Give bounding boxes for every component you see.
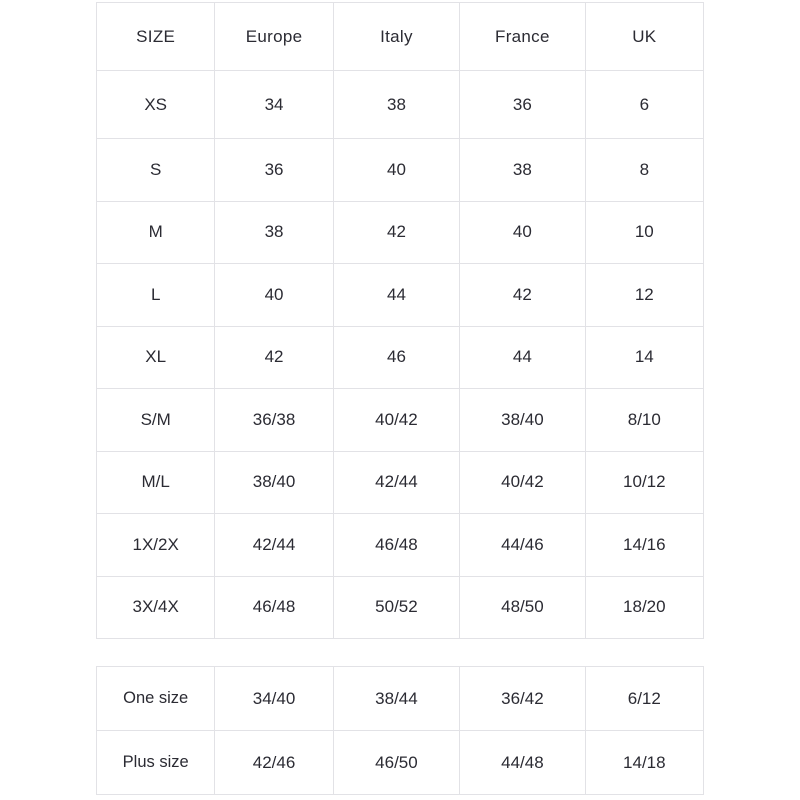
general-size-table-container <box>96 666 704 795</box>
row-label: XS <box>97 71 215 139</box>
row-label: M/L <box>97 451 215 514</box>
row-label: Plus size <box>97 731 215 795</box>
table-row <box>97 264 704 327</box>
cell-europe: 34 <box>215 71 333 139</box>
table-row <box>97 326 704 389</box>
cell-france: 44/48 <box>460 731 585 795</box>
cell-italy: 46/50 <box>333 731 459 795</box>
table-row <box>97 139 704 202</box>
row-label: XL <box>97 326 215 389</box>
cell-europe: 36/38 <box>215 389 333 452</box>
cell-uk: 6/12 <box>585 667 703 731</box>
cell-europe: 42/46 <box>215 731 333 795</box>
cell-italy: 38 <box>333 71 459 139</box>
cell-france: 38/40 <box>460 389 585 452</box>
cell-europe: 34/40 <box>215 667 333 731</box>
cell-uk: 18/20 <box>585 576 703 639</box>
row-label: S <box>97 139 215 202</box>
row-label: S/M <box>97 389 215 452</box>
table-row <box>97 514 704 577</box>
cell-france: 38 <box>460 139 585 202</box>
cell-france: 44/46 <box>460 514 585 577</box>
table-row <box>97 389 704 452</box>
cell-europe: 46/48 <box>215 576 333 639</box>
cell-italy: 40 <box>333 139 459 202</box>
cell-uk: 14/16 <box>585 514 703 577</box>
row-label: M <box>97 201 215 264</box>
table-row <box>97 201 704 264</box>
cell-italy: 46 <box>333 326 459 389</box>
cell-italy: 44 <box>333 264 459 327</box>
table-row <box>97 451 704 514</box>
cell-europe: 40 <box>215 264 333 327</box>
row-label: 1X/2X <box>97 514 215 577</box>
row-label: L <box>97 264 215 327</box>
column-header-uk: UK <box>585 3 703 71</box>
cell-italy: 42 <box>333 201 459 264</box>
cell-uk: 12 <box>585 264 703 327</box>
row-label: 3X/4X <box>97 576 215 639</box>
row-label: One size <box>97 667 215 731</box>
column-header-france: France <box>460 3 585 71</box>
cell-uk: 6 <box>585 71 703 139</box>
cell-italy: 46/48 <box>333 514 459 577</box>
size-conversion-table <box>96 2 704 639</box>
cell-europe: 42 <box>215 326 333 389</box>
table-row <box>97 576 704 639</box>
table-header <box>97 3 704 71</box>
cell-europe: 38/40 <box>215 451 333 514</box>
table-body <box>97 71 704 639</box>
table-row <box>97 667 704 731</box>
cell-italy: 42/44 <box>333 451 459 514</box>
cell-uk: 14/18 <box>585 731 703 795</box>
cell-uk: 8 <box>585 139 703 202</box>
table-body <box>97 667 704 795</box>
table-row <box>97 731 704 795</box>
cell-france: 48/50 <box>460 576 585 639</box>
cell-italy: 38/44 <box>333 667 459 731</box>
cell-europe: 38 <box>215 201 333 264</box>
cell-france: 36/42 <box>460 667 585 731</box>
column-header-europe: Europe <box>215 3 333 71</box>
cell-europe: 36 <box>215 139 333 202</box>
cell-uk: 14 <box>585 326 703 389</box>
cell-france: 42 <box>460 264 585 327</box>
cell-italy: 40/42 <box>333 389 459 452</box>
table-row <box>97 71 704 139</box>
table-header-row <box>97 3 704 71</box>
cell-uk: 8/10 <box>585 389 703 452</box>
cell-france: 44 <box>460 326 585 389</box>
cell-france: 40 <box>460 201 585 264</box>
cell-europe: 42/44 <box>215 514 333 577</box>
general-size-table <box>96 666 704 795</box>
column-header-size: SIZE <box>97 3 215 71</box>
cell-uk: 10/12 <box>585 451 703 514</box>
cell-uk: 10 <box>585 201 703 264</box>
column-header-italy: Italy <box>333 3 459 71</box>
cell-france: 40/42 <box>460 451 585 514</box>
size-conversion-table-container <box>96 2 704 639</box>
cell-italy: 50/52 <box>333 576 459 639</box>
cell-france: 36 <box>460 71 585 139</box>
